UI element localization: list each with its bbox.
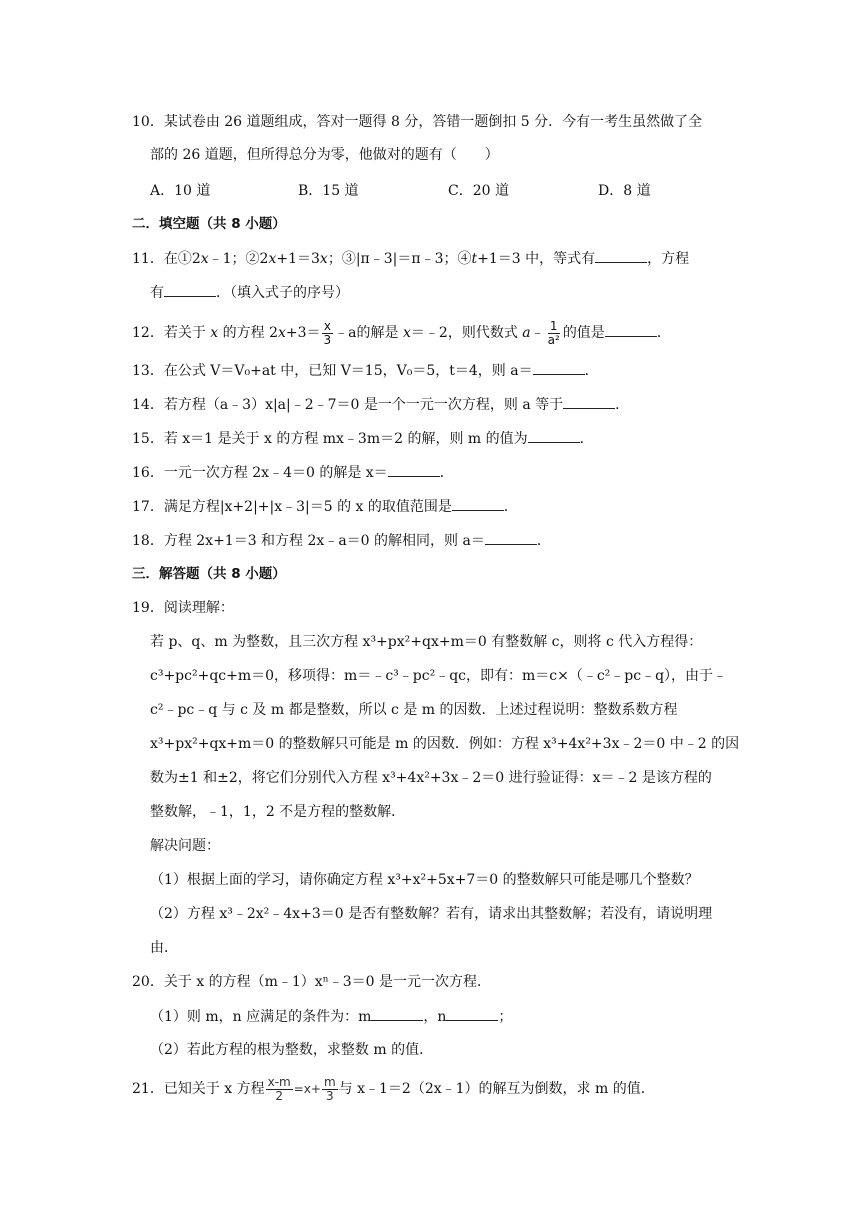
question-19-para6: 整数解，﹣1，1，2 不是方程的整数解． [150,804,406,820]
question-21: 21．已知关于 x 方程 $\frac{x-m}{2}$ =x+ $\frac{m}{3}$ 与 x﹣1＝2（2x﹣1）的解互为倒数，求 m 的值． [132,1074,655,1103]
question-20-title: 20．关于 x 的方程（m﹣1）xⁿ﹣3＝0 是一元一次方程． [132,974,492,990]
section-solution-title: 三．解答题（共 8 小题） [132,566,286,582]
answer-blank[interactable] [485,530,537,545]
question-19-para2: c³+pc²+qc+m＝0，移项得：m＝﹣c³﹣pc²﹣qc，即有：m＝c×（﹣c²﹣pc﹣q），由于﹣ [150,668,728,684]
question-19-sub1: （1）根据上面的学习，请你确定方程 x³+x²+5x+7＝0 的整数解只可能是哪几个整数？ [150,872,699,888]
question-16: 16．一元一次方程 2x﹣4＝0 的解是 x＝ ． [132,462,454,483]
section-fill-in-title: 二．填空题（共 8 小题） [132,216,286,232]
fraction-1-over-a-squared: $\frac{1}{\text{a²}}$ [547,318,560,347]
question-19-sub2-line1: （2）方程 x³﹣2x²﹣4x+3＝0 是否有整数解？若有，请求出其整数解；若没有，请说明理 [150,906,713,922]
answer-blank[interactable] [164,282,216,297]
question-13: 13．在公式 V＝V₀+at 中，已知 V＝15，V₀＝5，t＝4，则 a＝ ． [132,360,599,381]
answer-blank[interactable] [563,394,615,409]
question-19-para4: x³+px²+qx+m＝0 的整数解只可能是 m 的因数．例如：方程 x³+4x²+3x﹣2＝0 中﹣2 的因 [150,736,740,752]
question-15: 15．若 x＝1 是关于 x 的方程 mx﹣3m＝2 的解，则 m 的值为 ． [132,428,594,449]
question-19-title: 19．阅读理解： [132,600,234,616]
option-d: D．8 道 [598,183,651,199]
question-11-line2: 有 ．（填入式子的序号） [150,282,349,303]
answer-blank[interactable] [446,1006,498,1021]
question-19-para3: c²﹣pc﹣q 与 c 及 m 都是整数，所以 c 是 m 的因数．上述过程说明：整数系数方程 [150,702,678,718]
question-19-solve-heading: 解决问题： [150,838,220,854]
fraction-x-over-3: $\frac{x}{3}$ [323,318,332,347]
question-12: 12．若关于 x 的方程 2x+3＝ $\frac{x}{3}$ ﹣a的解是 x＝﹣2，则代数式 a﹣ $\frac{1}{\text{a²}}$ 的值是 ． [132,318,671,347]
answer-blank[interactable] [528,428,580,443]
question-20-sub1: （1）则 m，n 应满足的条件为：m ，n ； [150,1006,512,1027]
question-19-sub2-line2: 由． [150,940,178,956]
question-19-para1: 若 p、q、m 为整数，且三次方程 x³+px²+qx+m＝0 有整数解 c，则将 c 代入方程得： [150,634,703,650]
answer-blank[interactable] [533,360,585,375]
answer-blank[interactable] [605,322,657,337]
fraction-x-minus-m-over-2: $\frac{x-m}{2}$ [267,1074,291,1103]
fraction-m-over-3: $\frac{m}{3}$ [323,1074,336,1103]
question-10-line2: 部的 26 道题，但所得总分为零，他做对的题有（ ） [150,147,499,163]
option-a: A．10 道 [150,183,211,199]
question-20-sub2: （2）若此方程的根为整数，求整数 m 的值． [150,1042,434,1058]
answer-blank[interactable] [371,1006,423,1021]
question-11-line1: 11．在①2x﹣1；②2x+1＝3x；③|π﹣3|＝π﹣3；④t+1＝3 中，等式有 ，方程 [132,248,689,269]
question-18: 18．方程 2x+1＝3 和方程 2x﹣a＝0 的解相同，则 a＝ ． [132,530,551,551]
question-10-line1: 10．某试卷由 26 道题组成，答对一题得 8 分，答错一题倒扣 5 分．今有一考生虽然做了全 [132,114,703,130]
question-19-para5: 数为±1 和±2，将它们分别代入方程 x³+4x²+3x﹣2＝0 进行验证得：x＝﹣2 是该方程的 [150,770,712,786]
answer-blank[interactable] [452,496,504,511]
option-b: B．15 道 [298,183,359,199]
question-14: 14．若方程（a﹣3）x|a|﹣2﹣7＝0 是一个一元一次方程，则 a 等于 ． [132,394,629,415]
option-c: C．20 道 [448,183,509,199]
question-17: 17．满足方程|x+2|+|x﹣3|＝5 的 x 的取值范围是 ． [132,496,518,517]
answer-blank[interactable] [388,462,440,477]
answer-blank[interactable] [595,248,647,263]
